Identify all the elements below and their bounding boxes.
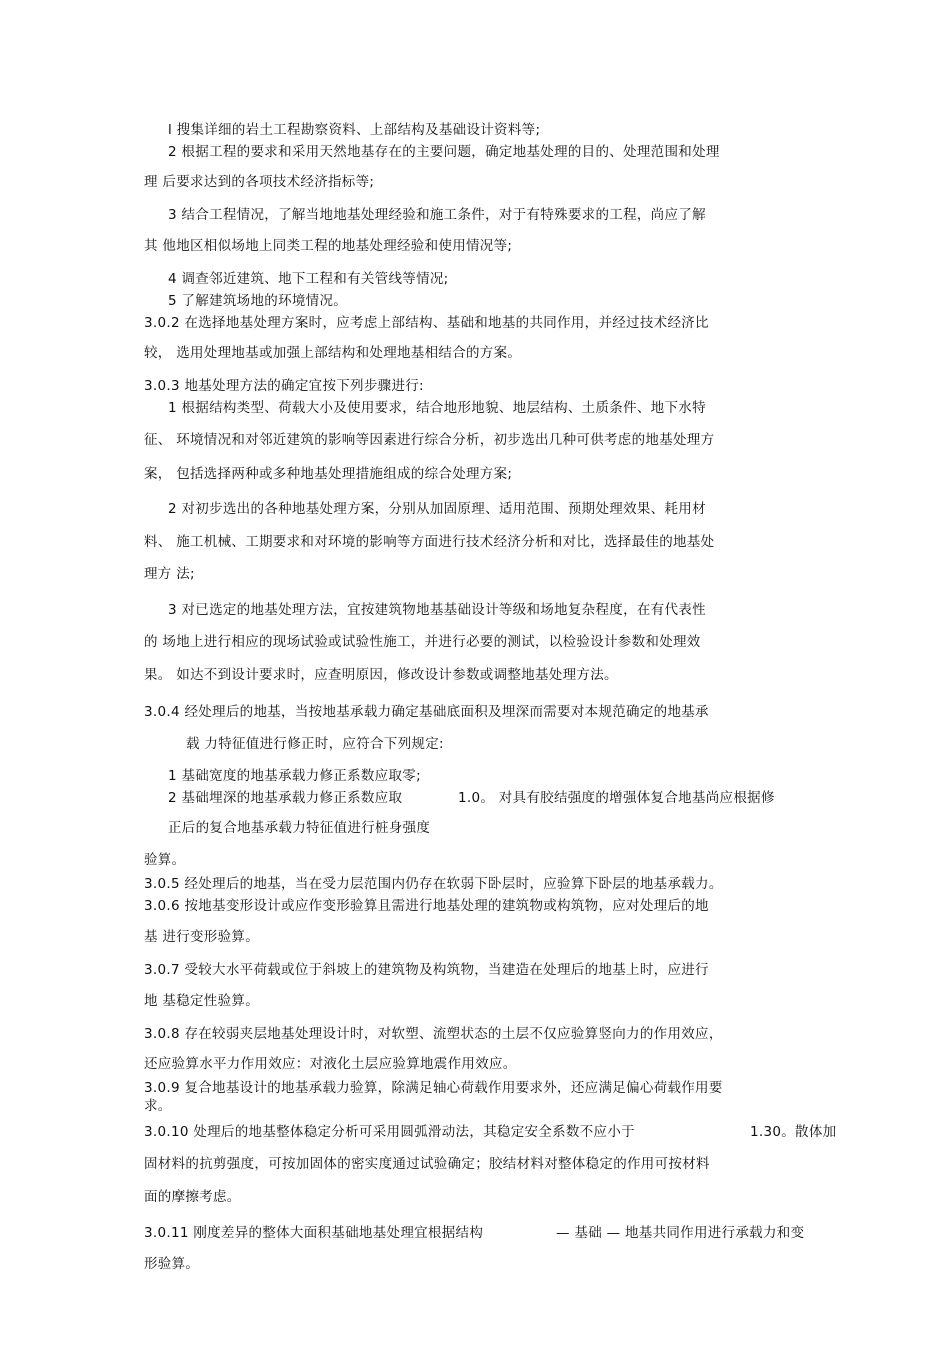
text-line: 1.0。 对具有胶结强度的增强体复合地基尚应根据修	[458, 790, 775, 806]
text-line: 1.30。散体加	[750, 1124, 837, 1140]
text-line: 1 根据结构类型、荷载大小及使用要求，结合地形地貌、地层结构、土质条件、地下水特	[168, 400, 706, 416]
text-line: 料、 施工机械、工期要求和对环境的影响等方面进行技术经济分析和对比，选择最佳的地基处	[144, 534, 715, 550]
text-line: 4 调查邻近建筑、地下工程和有关管线等情况;	[168, 271, 449, 287]
text-line: 3.0.9 复合地基设计的地基承载力验算，除满足轴心荷载作用要求外，还应满足偏心荷载作用要	[144, 1080, 723, 1096]
text-line: 地 基稳定性验算。	[144, 993, 259, 1009]
text-line: 3.0.7 受较大水平荷载或位于斜坡上的建筑物及构筑物，当建造在处理后的地基上时，应进行	[144, 962, 709, 978]
text-line: 3.0.10 处理后的地基整体稳定分析可采用圆弧滑动法，其稳定安全系数不应小于	[144, 1124, 635, 1140]
text-line: 理 后要求达到的各项技术经济指标等;	[144, 174, 375, 190]
text-line: 果。 如达不到设计要求时，应查明原因，修改设计参数或调整地基处理方法。	[144, 667, 618, 683]
text-line: 正后的复合地基承载力特征值进行桩身强度	[168, 820, 431, 836]
text-line: 2 根据工程的要求和采用天然地基存在的主要问题，确定地基处理的目的、处理范围和处理	[168, 144, 720, 160]
text-line: 较， 选用处理地基或加强上部结构和处理地基相结合的方案。	[144, 345, 522, 361]
text-line: — 基础 — 地基共同作用进行承载力和变	[556, 1225, 805, 1241]
text-line: 3 结合工程情况，了解当地地基处理经验和施工条件，对于有特殊要求的工程，尚应了解	[168, 207, 706, 223]
text-line: 征、 环境情况和对邻近建筑的影响等因素进行综合分析，初步选出几种可供考虑的地基处理方	[144, 432, 715, 448]
text-line: 载 力特征值进行修正时，应符合下列规定:	[186, 736, 444, 752]
text-line: 2 基础埋深的地基承载力修正系数应取	[168, 790, 403, 806]
text-line: 还应验算水平力作用效应：对液化土层应验算地震作用效应。	[144, 1056, 517, 1072]
text-line: 求。	[144, 1098, 172, 1114]
text-line: 验算。	[144, 852, 186, 868]
text-line: 3.0.6 按地基变形设计或应作变形验算且需进行地基处理的建筑物或构筑物，应对处理后的地	[144, 898, 709, 914]
text-line: 3.0.2 在选择地基处理方案时，应考虑上部结构、基础和地基的共同作用，并经过技术经济比	[144, 315, 709, 331]
text-line: 案， 包括选择两种或多种地基处理措施组成的综合处理方案;	[144, 466, 513, 482]
text-line: 的 场地上进行相应的现场试验或试验性施工，并进行必要的测试，以检验设计参数和处理效	[144, 634, 701, 650]
text-line: l 搜集详细的岩土工程勘察资料、上部结构及基础设计资料等;	[168, 122, 541, 138]
text-line: 1 基础宽度的地基承载力修正系数应取零;	[168, 768, 421, 784]
text-line: 理方 法;	[144, 566, 195, 582]
text-line: 基 进行变形验算。	[144, 929, 259, 945]
text-line: 3.0.8 存在较弱夹层地基处理设计时，对软塑、流塑状态的土层不仅应验算竖向力的作用效应，	[144, 1026, 723, 1042]
text-line: 其 他地区相似场地上同类工程的地基处理经验和使用情况等;	[144, 238, 513, 254]
text-line: 2 对初步选出的各种地基处理方案，分别从加固原理、适用范围、预期处理效果、耗用材	[168, 501, 706, 517]
text-line: 3.0.4 经处理后的地基，当按地基承载力确定基础底面积及埋深而需要对本规范确定的地基承	[144, 704, 709, 720]
text-line: 3 对已选定的地基处理方法，宜按建筑物地基基础设计等级和场地复杂程度，在有代表性	[168, 602, 706, 618]
text-line: 5 了解建筑场地的环境情况。	[168, 293, 348, 309]
text-line: 3.0.3 地基处理方法的确定宜按下列步骤进行:	[144, 378, 424, 394]
text-line: 形验算。	[144, 1256, 200, 1272]
text-line: 3.0.5 经处理后的地基，当在受力层范围内仍存在软弱下卧层时，应验算下卧层的地基承载力。	[144, 876, 723, 892]
text-line: 面的摩擦考虑。	[144, 1189, 241, 1205]
text-line: 3.0.11 刚度差异的整体大面积基础地基处理宜根据结构	[144, 1225, 484, 1241]
text-line: 固材料的抗剪强度，可按加固体的密实度通过试验确定；胶结材料对整体稳定的作用可按材料	[144, 1156, 710, 1172]
